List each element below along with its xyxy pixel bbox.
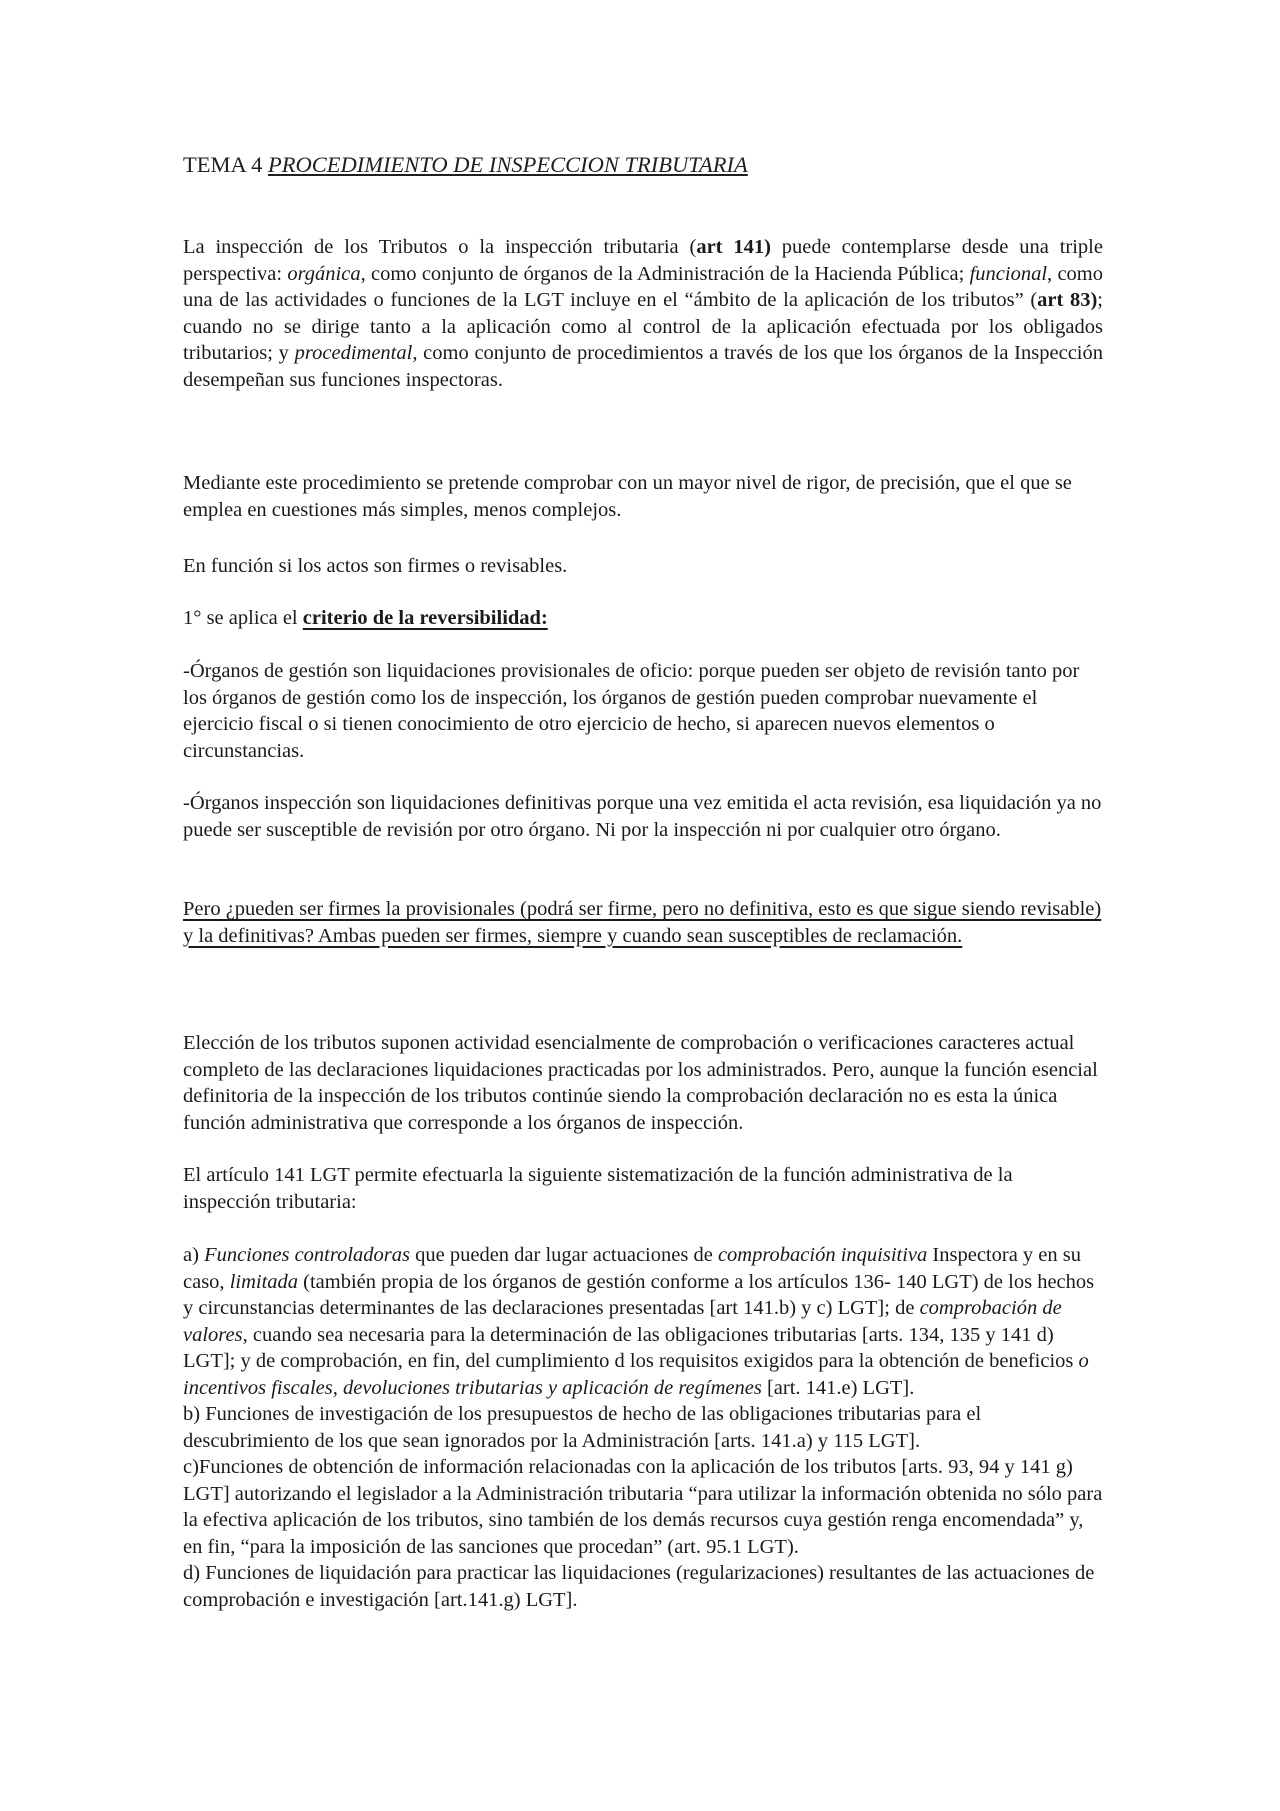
item-a-text-1: a) (183, 1244, 205, 1266)
articulo-paragraph: El artículo 141 LGT permite efectuarla la siguiente sistematización de la función administrativa de la inspección tributaria: (183, 1164, 1013, 1213)
item-a-text-5: , cuando sea necesaria para la determinación de las obligaciones tributarias [arts. 134, 135 y 141 d) LGT]; y de comprobación, en fin, del cumplimiento d los requisitos exigidos para la obtención de beneficios (183, 1323, 1079, 1372)
intro-text-2: puede contemplarse desde una triple perspectiva: (183, 236, 1103, 285)
item-a-italic-1: Funciones controladoras (204, 1244, 410, 1266)
intro-bold-art141: art 141) (696, 236, 771, 258)
funcion-paragraph: En función si los actos son firmes o revisables. (183, 555, 568, 577)
intro-bold-art83: art 83) (1037, 289, 1098, 311)
item-a-italic-4: comprobación de valores (183, 1297, 1062, 1346)
intro-italic-organica: orgánica (287, 262, 361, 285)
functions-list (183, 1242, 1103, 1613)
mediante-paragraph: Mediante este procedimiento se pretende comprobar con un mayor nivel de rigor, de precisión, que el que se emplea en cuestiones más simples, menos complejos. (183, 472, 1072, 521)
pero-text: Pero ¿pueden ser firmes la provisionales (podrá ser firme, pero no definitiva, esto es que sigue siendo revisable) y la definitivas? Ambas pueden ser firmes, siempre y cuando sean susceptibles de reclamación. (183, 898, 1102, 947)
criterio-heading (183, 605, 1103, 632)
item-a-italic-2: comprobación inquisitiva (717, 1244, 928, 1266)
list-item-a (183, 1242, 1103, 1401)
intro-italic-funcional: funcional (969, 262, 1048, 285)
intro-text-3: , como conjunto de órganos de la Administración de la Hacienda Pública; (360, 262, 970, 285)
list-item-d: d) Funciones de liquidación para practicar las liquidaciones (regularizaciones) resultantes de las actuaciones de comprobación e investigación [art.141.g) LGT]. (183, 1562, 1095, 1611)
criterio-prefix: 1° se aplica el (183, 607, 303, 629)
intro-text-6: , como conjunto de procedimientos a través de los que los órganos de la Inspección desempeñan sus funciones inspectoras. (183, 342, 1103, 391)
item-a-text-6: [art. 141.e) LGT]. (761, 1376, 915, 1399)
intro-text-5: ; cuando no se dirige tanto a la aplicación como al control de la aplicación efectuada por los obligados tributarios; y (183, 289, 1103, 364)
eleccion-paragraph: Elección de los tributos suponen actividad esencialmente de comprobación o verificaciones caracteres actual completo de las declaraciones liquidaciones practicadas por los administrados. Pero, aunque la función esencial definitoria de la inspección de los tributos continúe siendo la comprobación declaración no es esta la única función administrativa que corresponde a los órganos de inspección. (183, 1032, 1098, 1134)
list-item-b: b) Funciones de investigación de los presupuestos de hecho de las obligaciones tributarias para el descubrimiento de los que sean ignorados por la Administración [arts. 141.a) y 115 LGT]. (183, 1403, 982, 1452)
item-a-text-4: (también propia de los órganos de gestión conforme a los artículos 136- 140 LGT) de los hechos y circunstancias determinantes de las declaraciones presentadas [art 141.b) y c) LGT]; de (183, 1270, 1095, 1319)
list-item-c: c)Funciones de obtención de información relacionadas con la aplicación de los tributos [arts. 93, 94 y 141 g) LGT] autorizando el legislador a la Administración tributaria “para utilizar la información obtenida no sólo para la efectiva aplicación de los tributos, sino también de los demás recursos cuya gestión renga encomendada” y, en fin, “para la imposición de las sanciones que procedan” (art. 95.1 LGT). (183, 1456, 1103, 1558)
inspeccion-paragraph: -Órganos inspección son liquidaciones definitivas porque una vez emitida el acta revisión, esa liquidación ya no puede ser susceptible de revisión por otro órgano. Ni por la inspección ni por cualquier otro órgano. (183, 792, 1102, 841)
title-prefix: TEMA 4 (183, 152, 269, 177)
item-a-text-2: que pueden dar lugar actuaciones de (410, 1244, 718, 1266)
intro-paragraph (183, 234, 1103, 393)
intro-italic-procedimental: procedimental (294, 342, 413, 364)
intro-text-1: La inspección de los Tributos o la inspección tributaria ( (183, 236, 697, 258)
criterio-bold: criterio de la reversibilidad: (302, 607, 548, 629)
page-title (183, 152, 1103, 179)
item-a-text-3: Inspectora y en su caso, (183, 1244, 1081, 1293)
intro-text-4: , como una de las actividades o funciones de la LGT incluye en el “ámbito de la aplicación de los tributos” ( (183, 262, 1104, 311)
gestion-paragraph: -Órganos de gestión son liquidaciones provisionales de oficio: porque pueden ser objeto de revisión tanto por los órganos de gestión como los de inspección, los órganos de gestión pueden comprobar nuevamente el ejercicio fiscal o si tienen conocimiento de otro ejercicio de hecho, si aparecen nuevos elementos o circunstancias. (183, 660, 1080, 762)
item-a-italic-5: o incentivos fiscales, devoluciones tributarias y aplicación de regímenes (183, 1350, 1089, 1399)
pero-paragraph (183, 896, 1103, 949)
title-subject: PROCEDIMIENTO DE INSPECCION TRIBUTARIA (268, 152, 748, 177)
item-a-italic-3: limitada (229, 1270, 299, 1293)
